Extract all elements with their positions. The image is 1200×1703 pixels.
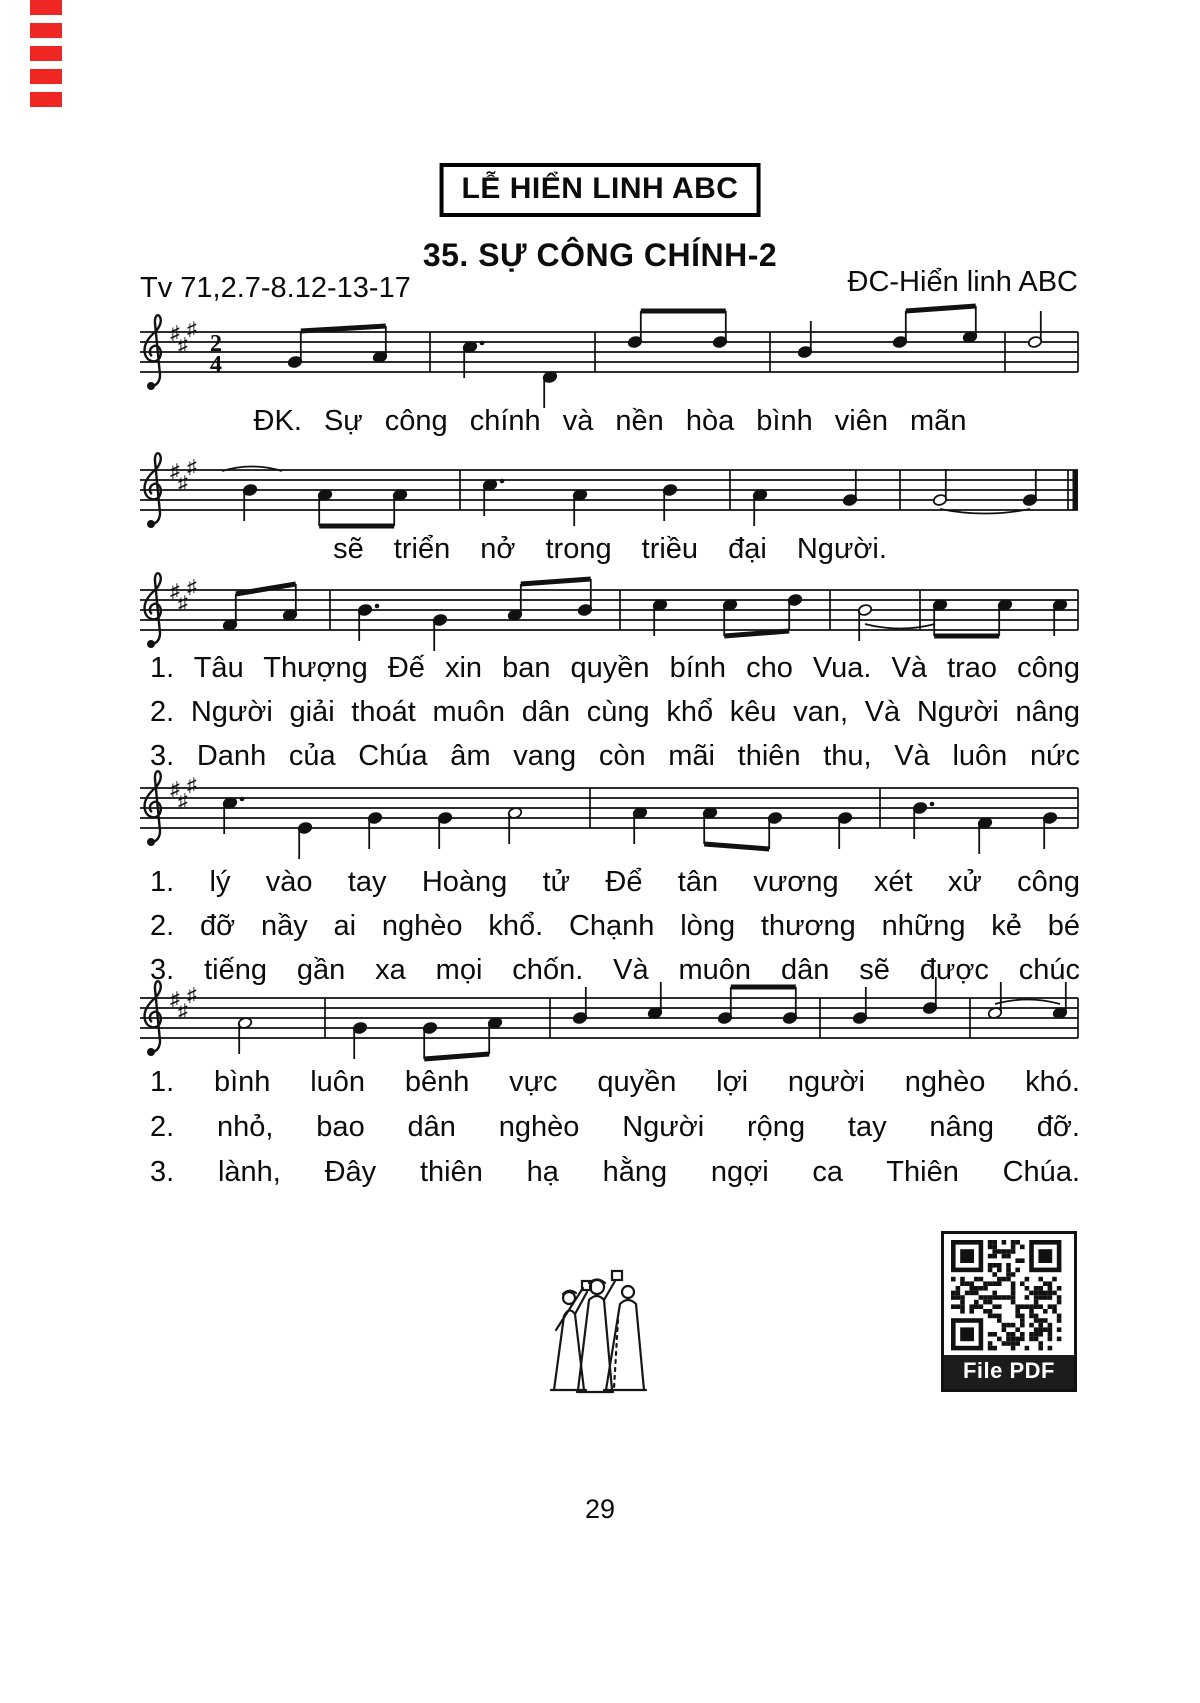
qr-code bbox=[944, 1234, 1068, 1355]
page-number: 29 bbox=[584, 1494, 616, 1524]
sharp-icon: ♯ bbox=[187, 985, 197, 1006]
red-dash bbox=[30, 23, 62, 38]
red-edge-marks bbox=[30, 0, 62, 120]
verse-line: 3. Danh của Chúa âm vang còn mãi thiên thu, Và luôn nức bbox=[150, 740, 1080, 772]
category-box bbox=[440, 163, 761, 217]
beam bbox=[906, 306, 976, 311]
time-sig-top: 2 bbox=[210, 331, 222, 357]
final-barline-thick bbox=[1073, 470, 1079, 511]
augmentation-dot bbox=[375, 604, 380, 609]
red-dash bbox=[30, 0, 62, 15]
sharp-icon: ♯ bbox=[178, 791, 188, 812]
beam bbox=[301, 326, 386, 331]
sharp-icon: ♯ bbox=[170, 581, 180, 602]
gift-box bbox=[612, 1271, 622, 1280]
sharp-icon: ♯ bbox=[170, 323, 180, 344]
verse-line: 3. tiếng gần xa mọi chốn. Và muôn dân sẽ được chúc bbox=[150, 954, 1080, 986]
beam bbox=[236, 584, 296, 594]
tie bbox=[865, 624, 935, 629]
sharp-icon: ♯ bbox=[178, 593, 188, 614]
beam bbox=[424, 1054, 489, 1059]
augmentation-dot bbox=[240, 797, 245, 802]
verse-line: 1. Tâu Thượng Đế xin ban quyền bính cho Vua. Và trao công bbox=[150, 652, 1080, 684]
red-dash bbox=[30, 69, 62, 84]
sharp-icon: ♯ bbox=[170, 461, 180, 482]
verse-line: 1. bình luôn bênh vực quyền lợi người nghèo khó. bbox=[150, 1066, 1080, 1098]
refrain-line-2: sẽ triển nở trong triều đại Người. bbox=[333, 533, 887, 565]
beam bbox=[521, 579, 591, 584]
augmentation-dot bbox=[500, 479, 505, 484]
sharp-icon: ♯ bbox=[170, 989, 180, 1010]
sharp-icon: ♯ bbox=[187, 457, 197, 478]
tie bbox=[995, 1000, 1060, 1005]
verse-block-3 bbox=[150, 1060, 1080, 1195]
verse-line: 3. lành, Đây thiên hạ hằng ngợi ca Thiên Chúa. bbox=[150, 1156, 1080, 1188]
verse-block-1 bbox=[150, 646, 1080, 778]
red-dash bbox=[30, 92, 62, 107]
category-box-label: LỄ HIỂN LINH ABC bbox=[461, 172, 739, 205]
sharp-icon: ♯ bbox=[187, 775, 197, 796]
psalm-reference: Tv 71,2.7-8.12-13-17 bbox=[140, 272, 411, 304]
verse-line: 1. lý vào tay Hoàng tử Để tân vương xét xử công bbox=[150, 866, 1080, 898]
sharp-icon: ♯ bbox=[187, 319, 197, 340]
refrain-line-1: ĐK. Sự công chính và nền hòa bình viên mãn bbox=[253, 405, 967, 437]
sharp-icon: ♯ bbox=[170, 779, 180, 800]
antiphon-reference: ĐC-Hiển linh ABC bbox=[847, 266, 1078, 298]
verse-line: 2. Người giải thoát muôn dân cùng khổ kêu van, Và Người nâng bbox=[150, 696, 1080, 728]
beam bbox=[724, 631, 789, 636]
qr-label: File PDF bbox=[944, 1355, 1074, 1389]
verse-line: 2. nhỏ, bao dân nghèo Người rộng tay nâng đỡ. bbox=[150, 1111, 1080, 1143]
sharp-icon: ♯ bbox=[178, 473, 188, 494]
sharp-icon: ♯ bbox=[178, 1001, 188, 1022]
qr-code-block bbox=[941, 1231, 1077, 1392]
song-title: 35. SỰ CÔNG CHÍNH-2 bbox=[422, 237, 778, 273]
augmentation-dot bbox=[480, 341, 485, 346]
red-dash bbox=[30, 46, 62, 61]
augmentation-dot bbox=[930, 802, 935, 807]
verse-block-2 bbox=[150, 860, 1080, 992]
beam bbox=[704, 844, 769, 849]
three-magi-illustration bbox=[538, 1268, 662, 1396]
sharp-icon: ♯ bbox=[178, 335, 188, 356]
sharp-icon: ♯ bbox=[187, 577, 197, 598]
magi-head bbox=[622, 1286, 634, 1298]
time-sig-bottom: 4 bbox=[210, 352, 222, 378]
verse-line: 2. đỡ nầy ai nghèo khổ. Chạnh lòng thương những kẻ bé bbox=[150, 910, 1080, 942]
